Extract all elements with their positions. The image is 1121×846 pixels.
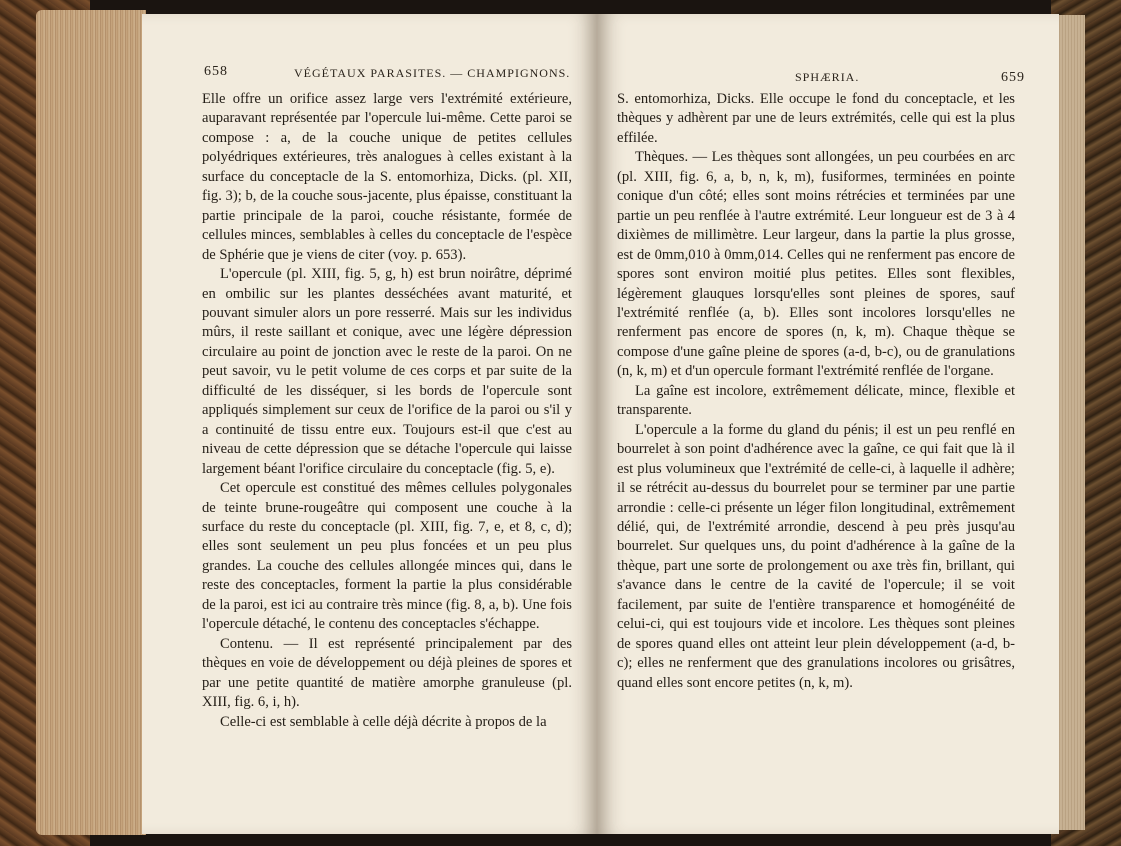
- paragraph: Celle-ci est semblable à celle déjà décrite à propos de la: [220, 713, 547, 730]
- left-page-body: [202, 90, 572, 732]
- paragraph: Elle offre un orifice assez large vers l'extrémité extérieure, auparavant représentée par l'opercule lui-même. Cette paroi se compose : a, de la couche unique de petites cellules polyédriques extérieures, très analogues à celles existant à la surface du conceptacle de la S. entomorhiza, Dicks. (pl. XII, fig. 3); b, de la couche sous-jacente, plus épaisse, constituant la partie principale de la paroi, couche résistante, formée de cellules minces, semblables à celles du conceptacle de l'espèce de Sphérie que je viens de citer (voy. p. 653).: [202, 91, 572, 263]
- paragraph: La gaîne est incolore, extrêmement délicate, mince, flexible et transparente.: [617, 382, 1015, 419]
- paragraph: Cet opercule est constitué des mêmes cellules polygonales de teinte brune-rougeâtre qui composent une couche à la surface du reste du conceptacle (pl. XIII, fig. 7, e, et 8, c, d); elles sont seulement un peu plus foncées et un peu plus grandes. La couche des cellules allongée minces qui, dans le reste des conceptacles, forment la partie la plus considérable de la paroi, est ici au contraire très mince (fig. 8, a, b). Une fois l'opercule détaché, le contenu des conceptacles s'échappe.: [202, 480, 572, 633]
- right-page-body: [617, 90, 1015, 693]
- paragraph: Thèques. — Les thèques sont allongées, un peu courbées en arc (pl. XIII, fig. 6, a, b, n, k, m), fusiformes, terminées en pointe conique d'un côté; elles sont moins rétrécies et terminées par une partie un peu renflée à l'autre extrémité. Leur longueur est de 3 à 4 dixièmes de millimètre. Leur largeur, dans la partie la plus grosse, est de 0mm,010 à 0mm,014. Celles qui ne renferment pas encore de spores sont environ moitié plus petites. Elles sont flexibles, légèrement glauques lorsqu'elles sont pleines de spores, sauf l'extrémité renflée (a, b). Elles sont incolores lorsqu'elles ne renferment pas encore de spores (n, k, m). Chaque thèque se compose d'une gaîne pleine de spores (a-d, b-c), ou de granulations (n, k, m) et d'un opercule formant l'extrémité renflée de l'organe.: [617, 149, 1015, 380]
- paragraph: L'opercule a la forme du gland du pénis; il est un peu renflé en bourrelet à son point d'adhérence avec la gaîne, ce qui fait que là il est plus volumineux que l'extrémité de celle-ci, à laquelle il adhère; il se rétrécit au-dessus du bourrelet pour se terminer par une partie arrondie : celle-ci présente un léger filon longitudinal, extrêmement délié, qui, de l'extrémité arrondie, descend à peu près jusqu'au bourrelet. Sur quelques uns, du point d'adhérence à la gaîne de la thèque, part une sorte de prolongement ou axe très fin, brillant, qui s'avance dans le centre de la cavité de l'opercule; il se voit facilement, par suite de l'entière transparence et homogénéité de celui-ci, qui est toujours vide et incolore. Les thèques sont pleines de spores quand elles ont atteint leur plein développement (a-d, b-c); elles ne renferment que des granulations incolores ou grisâtres, quand elles sont encore petites (n, k, m).: [617, 421, 1015, 691]
- right-page-number: 659: [1001, 70, 1025, 85]
- page-edges-right: [1055, 15, 1085, 830]
- right-page: [597, 14, 1059, 834]
- left-page: [142, 14, 597, 834]
- left-page-number: 658: [204, 64, 228, 79]
- page-edges-left: [36, 10, 146, 835]
- paragraph: L'opercule (pl. XIII, fig. 5, g, h) est brun noirâtre, déprimé en ombilic sur les plantes desséchées avant maturité, et pouvant simuler alors un pore resserré. Mais sur les individus mûrs, il reste saillant et conique, avec une légère dépression circulaire au point de jonction avec le reste de la paroi. On ne peut savoir, vu le petit volume de ces corps et par suite de la difficulté de les disséquer, si les bords de l'opercule sont appliqués simplement sur ceux de l'orifice de la paroi ou s'il y a continuité de tissu entre eux. Toujours est-il que c'est au niveau de cette dépression que se détache l'opercule qui laisse largement béant l'orifice circulaire du conceptacle (fig. 5, e).: [202, 266, 572, 477]
- right-running-head: SPHÆRIA.: [795, 70, 860, 84]
- paragraph: S. entomorhiza, Dicks. Elle occupe le fond du conceptacle, et les thèques y adhèrent par une de leurs extrémités, celle qui est la plus effilée.: [617, 91, 1015, 146]
- left-running-head: VÉGÉTAUX PARASITES. — CHAMPIGNONS.: [294, 66, 571, 80]
- paragraph: Contenu. — Il est représenté principalement par des thèques en voie de développement ou déjà pleines de spores et par une petite quantité de matière amorphe granuleuse (pl. XIII, fig. 6, i, h).: [202, 635, 572, 711]
